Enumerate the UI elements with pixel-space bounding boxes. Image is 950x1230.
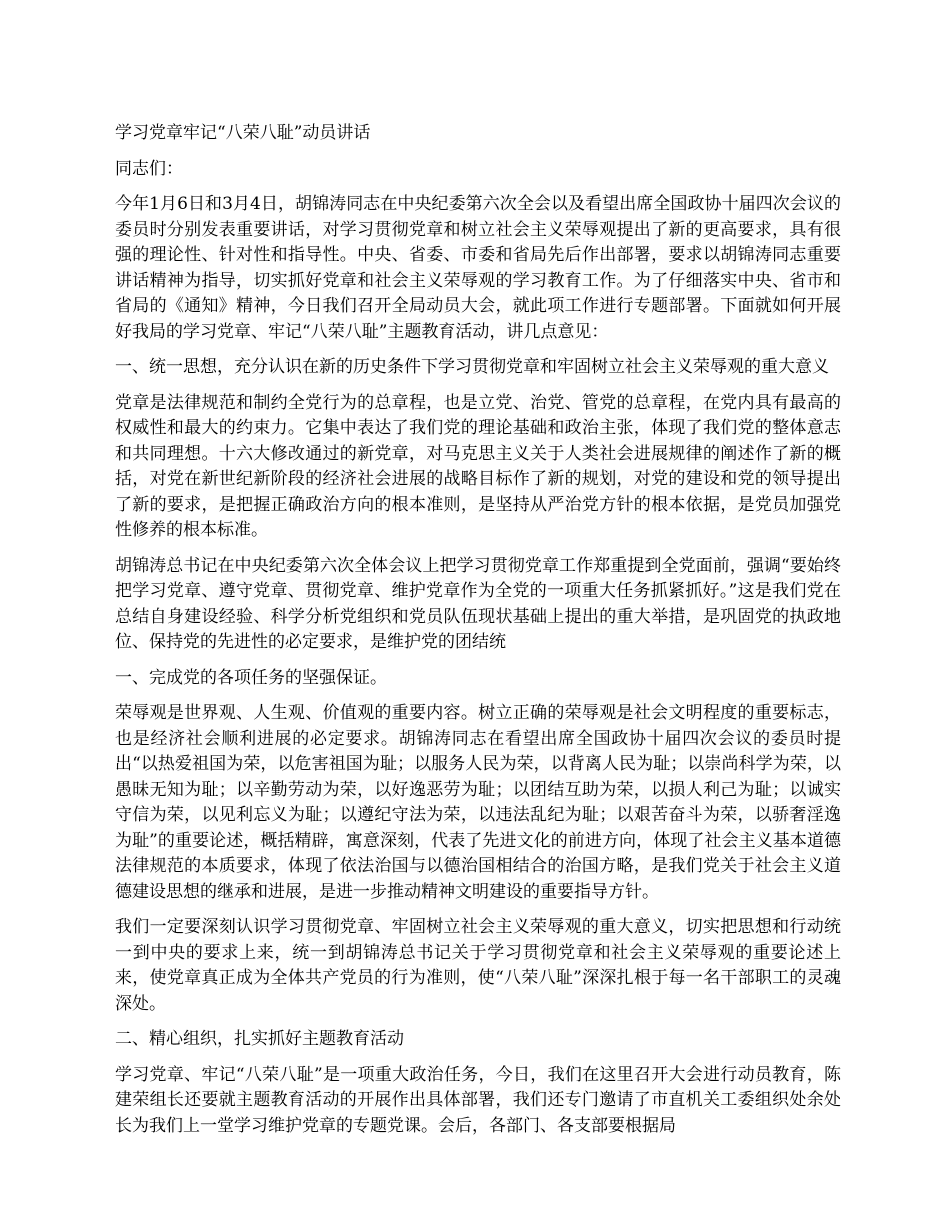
section-heading-2: 二、精心组织，扎实抓好主题教育活动	[115, 1029, 404, 1049]
paragraph-guarantee: 一、完成党的各项任务的坚强保证。	[115, 667, 387, 688]
document-page	[115, 121, 841, 1149]
paragraph-party-constitution: 党章是法律规范和制约全党行为的总章程，也是立党、治党、管党的总章程，在党内具有最高的权威性和最大的约束力。它集中表达了我们党的理论基础和政治主张，体现了我们党的整体意志和共同理想。十六大修改通过的新党章，对马克思主义关于人类社会进展规律的阐述作了新的概括，对党在新世纪新阶段的经济社会进展的战略目标作了新的规划，对党的建设和党的领导提出了新的要求，是把握正确政治方向的根本准则，是坚持从严治党方针的根本依据，是党员加强党性修养的根本标准。	[115, 392, 841, 540]
paragraph-honor-disgrace: 荣辱观是世界观、人生观、价值观的重要内容。树立正确的荣辱观是社会文明程度的重要标志，也是经济社会顺利进展的必定要求。胡锦涛同志在看望出席全国政协十届四次会议的委员时提出“以热爱祖国为荣，以危害祖国为耻；以服务人民为荣，以背离人民为耻；以崇尚科学为荣，以愚昧无知为耻；以辛勤劳动为荣，以好逸恶劳为耻；以团结互助为荣，以损人利己为耻；以诚实守信为荣，以见利忘义为耻；以遵纪守法为荣，以违法乱纪为耻；以艰苦奋斗为荣，以骄奢淫逸为耻”的重要论述，概括精辟，寓意深刻，代表了先进文化的前进方向，体现了社会主义基本道德法律规范的本质要求，体现了依法治国与以德治国相结合的治国方略，是我们党关于社会主义道德建设思想的继承和进展，是进一步推动精神文明建设的重要指导方针。	[115, 703, 841, 902]
section-heading-1: 一、统一思想，充分认识在新的历史条件下学习贯彻党章和牢固树立社会主义荣辱观的重大意义	[115, 357, 829, 377]
document-title: 学习党章牢记“八荣八耻”动员讲话	[115, 123, 371, 143]
greeting: 同志们：	[115, 158, 183, 179]
paragraph-hu-jintao-speech: 胡锦涛总书记在中央纪委第六次全体会议上把学习贯彻党章工作郑重提到全党面前，强调“要始终把学习党章、遵守党章、贯彻党章、维护党章作为全党的一项重大任务抓紧抓好。”这是我们党在总结自身建设经验、科学分析党组织和党员队伍现状基础上提出的重大举措，是巩固党的执政地位、保持党的先进性的必定要求，是维护党的团结统	[115, 555, 841, 652]
paragraph-activity: 学习党章、牢记“八荣八耻”是一项重大政治任务，今日，我们在这里召开大会进行动员教育，陈建荣组长还要就主题教育活动的开展作出具体部署，我们还专门邀请了市直机关工委组织处余处长为我们上一堂学习维护党章的专题党课。会后，各部门、各支部要根据局	[115, 1064, 841, 1136]
paragraph-understanding: 我们一定要深刻认识学习贯彻党章、牢固树立社会主义荣辱观的重大意义，切实把思想和行动统一到中央的要求上来，统一到胡锦涛总书记关于学习贯彻党章和社会主义荣辱观的重要论述上来，使党章真正成为全体共产党员的行为准则，使“八荣八耻”深深扎根于每一名干部职工的灵魂深处。	[115, 917, 841, 1014]
paragraph-intro: 今年1月6日和3月4日，胡锦涛同志在中央纪委第六次全会以及看望出席全国政协十届四次会议的委员时分别发表重要讲话，对学习贯彻党章和树立社会主义荣辱观提出了新的更高要求，具有很强的理论性、针对性和指导性。中央、省委、市委和省局先后作出部署，要求以胡锦涛同志重要讲话精神为指导，切实抓好党章和社会主义荣辱观的学习教育工作。为了仔细落实中央、省市和省局的《通知》精神，今日我们召开全局动员大会，就此项工作进行专题部署。下面就如何开展好我局的学习党章、牢记“八荣八耻”主题教育活动，讲几点意见：	[115, 194, 841, 342]
